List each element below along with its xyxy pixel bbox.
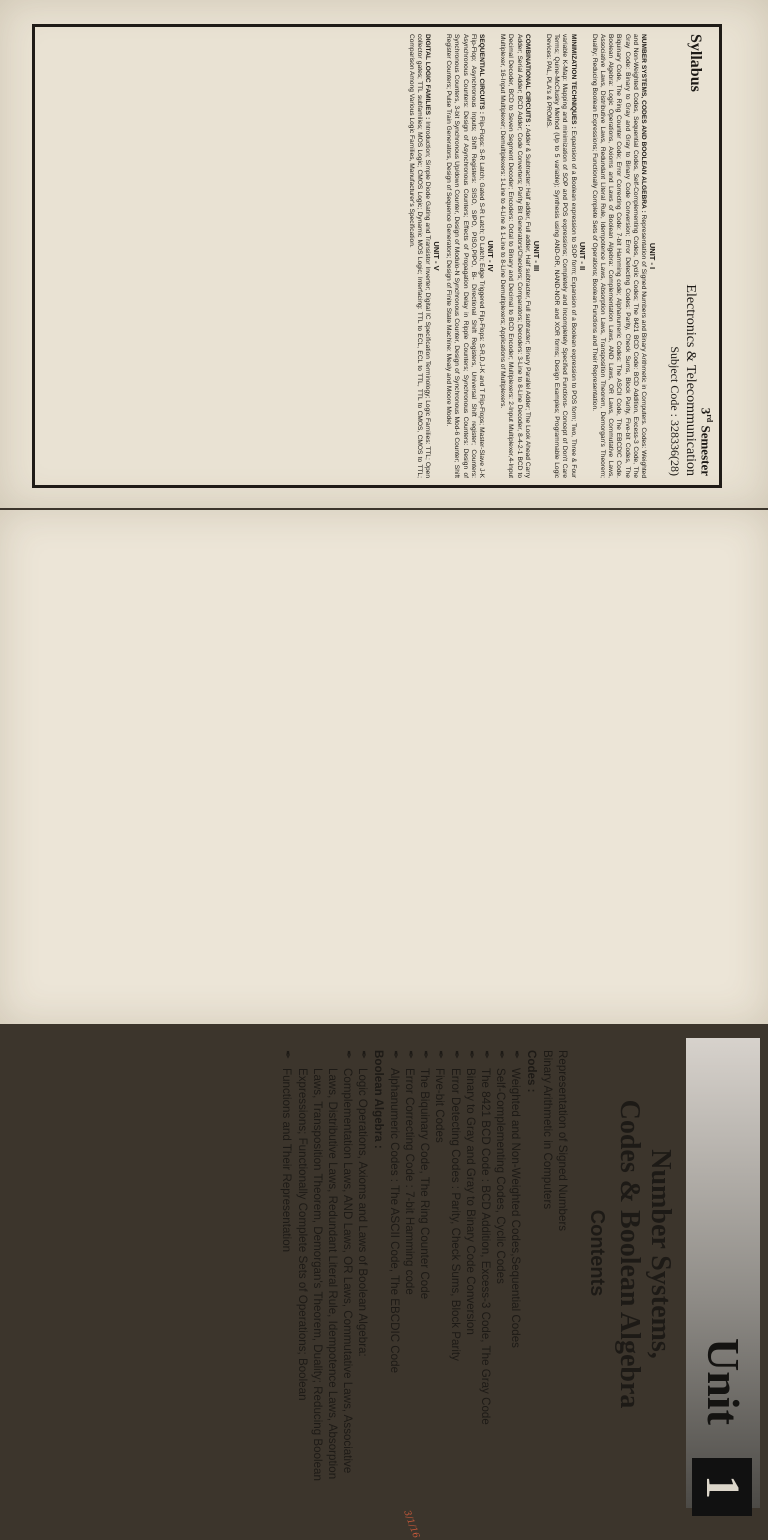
semester-number: 3 — [698, 407, 714, 415]
pen-nib-bullet-icon: ✒ — [357, 1050, 370, 1060]
contents-section-heading: Boolean Algebra : — [371, 1050, 385, 1149]
unit-title-line: Number Systems, — [645, 1149, 676, 1359]
contents-list — [279, 1050, 570, 1506]
contents-item-text: The 8421 BCD Code : BCD Addition, Excess-3 Code, The Gray Code — [478, 1068, 492, 1425]
syllabus-page — [0, 0, 768, 508]
contents-item — [294, 1050, 355, 1506]
unit-heading: UNIT - I — [648, 242, 657, 270]
unit-description — [498, 34, 531, 478]
contents-item — [355, 1050, 370, 1506]
unit-text: Flip-Flops: S-R Latch; Gated S-R Latch; D Latch; Edge Triggered Flip-Flops: S-R,D,J-K and T Flip-Flops; Master-Slave J-K Flip-Flop; Asynchronous Inputs; Shift Registers: SISO, SIPO, PISO,PIPO, Bi- Directional Shift Registers, Universal Shift register; Counters: Asynchronous Counters: Design of Asynchronous Counters; Effects of Propagation Delay in Ripple Counters; Synchronous Counters: Design of Synchronous Counters, 3-bit Synchronous Up/down Counter, Design of Modulo-N Synchronous Counter, Design of Synchronous Mod-6 Counter; Shift Register Counters; Pulse Train Generators, Design of Sequence Generators; Design of Finite State Machine: Mealy and Moore Model. — [445, 34, 485, 479]
unit-contents-page — [0, 510, 768, 1540]
contents-item-text: Five-bit Codes — [433, 1068, 447, 1143]
contents-item — [387, 1050, 402, 1506]
unit-lead: NUMBER SYSTEMS, CODES AND BOOLEAN ALGEBRA : — [640, 34, 647, 213]
pen-nib-bullet-icon: ✒ — [464, 1050, 477, 1060]
contents-item-text: Error Correcting Code : 7-bit Hamming code — [402, 1068, 416, 1295]
unit-contents-frame — [190, 1038, 760, 1540]
contents-item — [508, 1050, 523, 1506]
pen-nib-bullet-icon: ✒ — [281, 1050, 294, 1060]
unit-word: Unit — [698, 1338, 749, 1425]
contents-item-text: Alphanumeric Codes : The ASCII Code, The EBCDIC Code — [387, 1068, 401, 1374]
unit-banner — [686, 1038, 760, 1508]
pen-nib-bullet-icon: ✒ — [479, 1050, 492, 1060]
unit-heading: UNIT - IV — [485, 240, 495, 272]
syllabus-frame — [32, 24, 722, 488]
unit-lead: MINIMIZATION TECHNIQUES : — [569, 34, 577, 129]
contents-intro-item: Binary Arithmetic in Computers — [540, 1050, 554, 1210]
contents-item-text: Binary to Gray and Gray to Binary Code Conversion — [463, 1068, 477, 1335]
unit-text: Introduction; Simple Diode Gating and Transistor Inverter; Digital IC Specification Terminology; Logic Families: TTL; Open collector gates; TTL subfamilies; MOS Logic; CMOS Logic; Dynamic MOS Logic; Interfacing: TTL to ECL, ECL to TTL, TTL to CMOS, CMOS to TTL; Comparison Among Various Logic Families, Manufacturer's Specification. — [407, 34, 431, 478]
pen-nib-bullet-icon: ✒ — [342, 1050, 355, 1060]
pen-nib-bullet-icon: ✒ — [510, 1050, 523, 1060]
contents-intro-item: Representation of Signed Numbers — [556, 1050, 569, 1232]
contents-item — [493, 1050, 508, 1506]
contents-item — [279, 1050, 294, 1506]
contents-item-text: Complementation Laws, AND Laws, OR Laws, Commutative Laws, Associative Laws, Distributive Laws, Redundant Literal Rule, Idempotence Laws, Absorption Laws, Transposition Theorem, Demorgan's Theorem, Duality; Reducing Boolean Expressions; Functionally Complete Sets of Operations; Boolean — [295, 1068, 355, 1481]
unit-text: Adder & Subtracter: Half adder, Full adder, Half subtracter, Full subtracter; Binary Parallel Adder; The Look Ahead Carry Adder; Serial Adder; BCD Adder; Code Converters; Parity Bit Generators/Checkers; Comparators; Decoders: 3-Line to 8-Line Decoder, 8-4-2-1 BCD to Decimal Decoder, BCD to Seven Segment Decoder; Encoders: Octal to Binary and Decimal to BCD Encoder; Multiplexers: 2-Input Multiplexer,4-Input Multiplexer, 16-Input Multiplexer; Demultiplexers: 1-Line to 4-Line & 1-Line to 8-Line Demultiplexers; Applications of Multiplexers. — [499, 34, 531, 478]
contents-item — [402, 1050, 417, 1506]
pen-nib-bullet-icon: ✒ — [388, 1050, 401, 1060]
contents-item-text: Error Detecting Codes : Parity, Check Sums, Block Parity — [448, 1068, 462, 1361]
unit-heading: UNIT - III — [531, 240, 541, 272]
semester-word: Semester — [698, 422, 714, 476]
contents-item-text: Self-Complementing Codes, Cyclic Codes — [494, 1068, 508, 1284]
unit-text: Representation of Signed Numbers and Binary Arithmetic in Computers. Codes: Weighted and Non-Weighted Codes, Sequential Codes, Self-Complementing Codes, Cyclic Codes; The 8421 BCD Code: BCD Addition, Excess-3 Code, The Gray Code: Binary to Gray and Gray to Binary Code Conversion; Error Detecting Codes: Parity, Check Sums, Block Parity, Five-bit Codes, The Biquinary Code, The Ring Counter Code; Error Correcting Code: 7-bit Hamming code; Alphanumeric Codes: The ASCII Code, The EBCDIC Code. Boolean Algebra: Logic Operations, Axioms and Laws of Boolean Algebra: Complementation Laws, AND Laws, OR Laws, Commutative Laws, Associative Laws, Distributive Laws, Redundant Literal Rule, Idempotence Laws, Absorption Laws, Transposition Theorem, Demorgan's Theorem; Duality; Reducing Boolean Expressions; Functionally Complete Sets of Operations; Boolean Functions and Their Representation. — [590, 34, 647, 478]
pen-nib-bullet-icon: ✒ — [419, 1050, 432, 1060]
semester-suffix: rd — [705, 414, 714, 423]
semester-header — [667, 284, 714, 476]
unit-lead: COMBINATIONAL CIRCUITS : — [523, 34, 531, 127]
unit-lead: DIGITAL LOGIC FAMILIES : — [423, 34, 431, 120]
contents-heading: Contents — [586, 1209, 608, 1297]
contents-item — [463, 1050, 478, 1506]
department-name: Electronics & Telecommunication — [682, 284, 698, 476]
contents-item — [447, 1050, 462, 1506]
unit-description — [590, 34, 647, 478]
contents-item-text: Weighted and Non-Weighted Codes,Sequential Codes — [509, 1068, 523, 1348]
contents-item — [478, 1050, 493, 1506]
subject-code: Subject Code : 328336(28) — [667, 346, 682, 476]
pen-nib-bullet-icon: ✒ — [434, 1050, 447, 1060]
pen-nib-bullet-icon: ✒ — [449, 1050, 462, 1060]
unit-description — [444, 34, 485, 478]
unit-heading: UNIT - V — [431, 241, 441, 271]
contents-item-text: Functions and Their Representation — [280, 1068, 294, 1253]
syllabus-units — [406, 34, 660, 478]
syllabus-title: Syllabus — [687, 34, 704, 92]
unit-title-line: Codes & Boolean Algebra — [614, 1099, 645, 1409]
contents-item — [417, 1050, 432, 1506]
contents-section-heading: Codes : — [524, 1050, 538, 1093]
unit-lead: SEQUENTIAL CIRCUITS : — [477, 34, 485, 114]
contents-item-text: The Biquinary Code, The Ring Counter Code — [418, 1068, 432, 1300]
pen-nib-bullet-icon: ✒ — [403, 1050, 416, 1060]
handwritten-note: 3/1/16 — [401, 1509, 421, 1540]
unit-number: 1 — [692, 1458, 752, 1516]
unit-description — [406, 34, 431, 478]
pen-nib-bullet-icon: ✒ — [495, 1050, 508, 1060]
unit-title — [614, 1074, 676, 1434]
semester-label — [698, 284, 714, 476]
unit-heading: UNIT - II — [577, 241, 587, 271]
contents-item-text: Logic Operations, Axioms and Laws of Boolean Algebra: — [356, 1068, 370, 1357]
unit-description — [544, 34, 577, 478]
contents-item — [432, 1050, 447, 1506]
unit-text: Expansion of a Boolean expression to SOP form; Expansion of a Boolean expression to POS form; Two, Three & Four variable K-Map: Mapping and minimization of SOP and POS expressions; Completely and Incompletely Specified Functions- Concept of Don't Care Terms; Quine-McClusky Method (Up to 5 variable); Synthesis using AND-OR, NAND-NOR and XOR forms; Design Examples; Programmable Logic Devices: PAL, PLA's & PROMS. — [544, 34, 577, 478]
